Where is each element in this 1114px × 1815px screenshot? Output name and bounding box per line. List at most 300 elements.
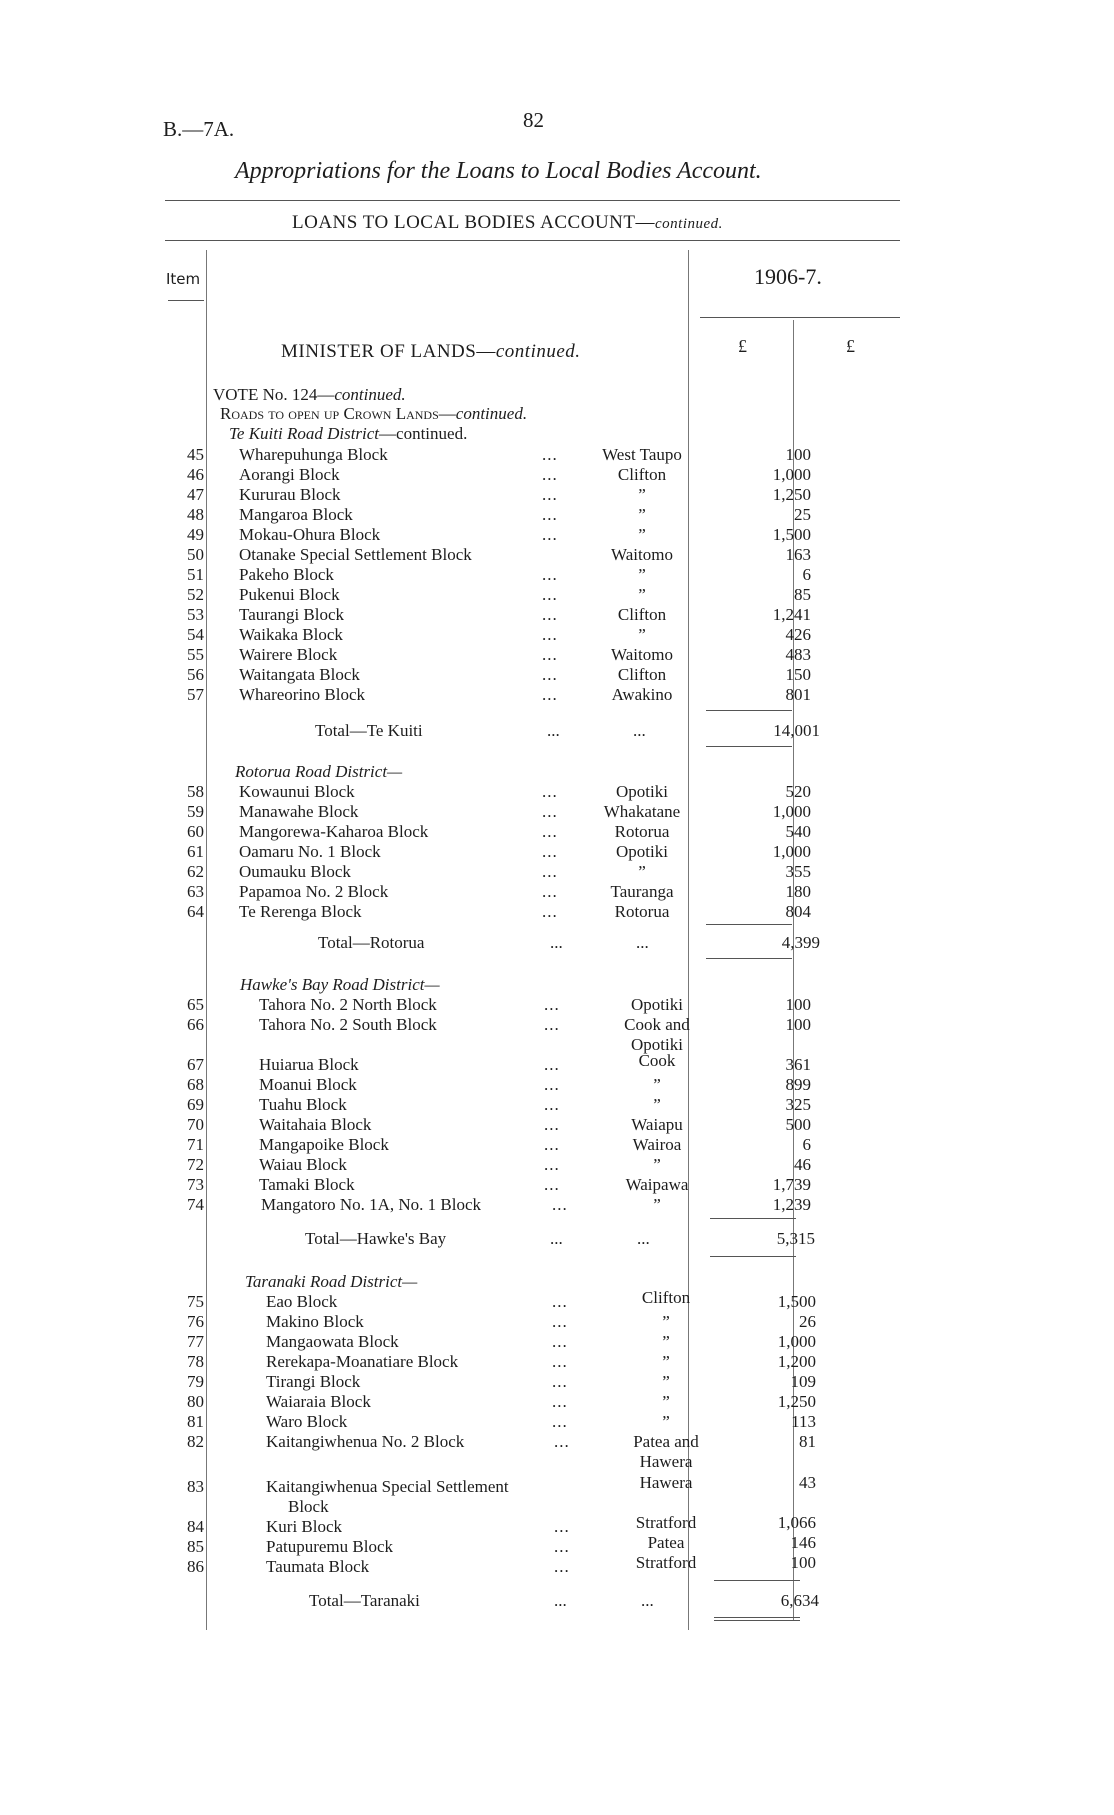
block-name: Waiau Block bbox=[259, 1155, 347, 1174]
leader-dots: ... bbox=[641, 1591, 654, 1610]
amount: 426 bbox=[785, 625, 811, 644]
amount: 1,000 bbox=[772, 842, 811, 861]
amount: 46 bbox=[794, 1155, 811, 1174]
county-name: Rotorua bbox=[614, 822, 670, 841]
county-name: Tauranga bbox=[610, 882, 674, 901]
amount: 26 bbox=[799, 1312, 816, 1331]
table-row bbox=[164, 645, 811, 665]
minister-heading bbox=[281, 341, 581, 363]
block-name: Kuri Block bbox=[266, 1517, 343, 1536]
leader-dots: ... bbox=[544, 1075, 560, 1094]
page-title: Appropriations for the Loans to Local Bodies Account. bbox=[235, 158, 762, 184]
total-rule bbox=[706, 746, 792, 747]
item-number: 77 bbox=[187, 1332, 204, 1351]
item-number: 65 bbox=[187, 995, 204, 1014]
leader-dots: ... bbox=[544, 1015, 560, 1034]
item-number: 63 bbox=[187, 882, 204, 901]
section-heading-name: Te Kuiti Road District bbox=[229, 424, 380, 443]
amount: 146 bbox=[790, 1533, 816, 1552]
leader-dots: ... bbox=[542, 605, 558, 624]
item-number: 54 bbox=[187, 625, 204, 644]
item-number: 59 bbox=[187, 802, 204, 821]
table-row bbox=[164, 1332, 816, 1352]
subtotal-rule bbox=[714, 1580, 800, 1581]
amount: 150 bbox=[785, 665, 811, 684]
leader-dots: ... bbox=[542, 902, 558, 921]
county-name: Cook and bbox=[624, 1015, 690, 1034]
county-name: Waipawa bbox=[625, 1175, 689, 1194]
block-name: Kururau Block bbox=[239, 485, 341, 504]
leader-dots: ... bbox=[554, 1557, 570, 1576]
block-name: Tirangi Block bbox=[266, 1372, 361, 1391]
county-name: ” bbox=[638, 625, 646, 644]
block-name: Makino Block bbox=[266, 1312, 364, 1331]
table-row bbox=[164, 565, 811, 585]
table-row bbox=[164, 842, 811, 862]
leader-dots: ... bbox=[552, 1312, 568, 1331]
leader-dots: ... bbox=[554, 1432, 570, 1451]
table-row bbox=[164, 1473, 816, 1517]
table-row bbox=[164, 1075, 811, 1095]
county-name: ” bbox=[653, 1095, 661, 1114]
leader-dots: ... bbox=[552, 1332, 568, 1351]
vote-heading-continued: continued. bbox=[334, 385, 406, 404]
section-total bbox=[315, 720, 820, 742]
block-name: Mangaroa Block bbox=[239, 505, 353, 524]
table-row bbox=[164, 665, 811, 685]
amount: 801 bbox=[785, 685, 811, 704]
account-subtitle-continued: continued. bbox=[655, 216, 723, 232]
account-subtitle-main: LOANS TO LOCAL BODIES ACCOUNT— bbox=[292, 212, 656, 233]
item-number: 48 bbox=[187, 505, 204, 524]
leader-dots: ... bbox=[544, 995, 560, 1014]
table-row bbox=[164, 1015, 811, 1055]
leader-dots: ... bbox=[550, 1229, 563, 1248]
roads-heading-main: Roads to open up Crown Lands— bbox=[220, 404, 456, 423]
table-row bbox=[164, 1352, 816, 1372]
block-name: Mangaowata Block bbox=[266, 1332, 399, 1351]
county-name: Cook bbox=[638, 1051, 676, 1070]
total-label: Total—Hawke's Bay bbox=[305, 1229, 447, 1248]
amount: 1,500 bbox=[777, 1292, 816, 1311]
currency-symbol-column-2: £ bbox=[846, 336, 855, 356]
year-header: 1906-7. bbox=[754, 264, 822, 289]
item-number: 60 bbox=[187, 822, 204, 841]
amount: 85 bbox=[794, 585, 811, 604]
roads-heading-continued: continued. bbox=[455, 404, 528, 423]
leader-dots: ... bbox=[542, 585, 558, 604]
year-header-underline bbox=[700, 317, 900, 318]
amount: 1,250 bbox=[772, 485, 811, 504]
block-name: Mokau-Ohura Block bbox=[239, 525, 381, 544]
subtotal-rule bbox=[706, 710, 792, 711]
table-row bbox=[164, 1115, 811, 1135]
leader-dots: ... bbox=[552, 1292, 568, 1311]
county-name: ” bbox=[662, 1312, 670, 1331]
county-name: Waitomo bbox=[611, 645, 673, 664]
leader-dots: ... bbox=[542, 445, 558, 464]
item-number: 84 bbox=[187, 1517, 204, 1536]
table-row bbox=[164, 1412, 816, 1432]
section-total bbox=[309, 1590, 819, 1612]
leader-dots: ... bbox=[554, 1517, 570, 1536]
amount: 540 bbox=[785, 822, 811, 841]
amount: 1,066 bbox=[777, 1513, 816, 1532]
block-name: Patupuremu Block bbox=[266, 1537, 394, 1556]
leader-dots: ... bbox=[542, 685, 558, 704]
leader-dots: ... bbox=[542, 645, 558, 664]
item-number: 56 bbox=[187, 665, 204, 684]
amount: 500 bbox=[785, 1115, 811, 1134]
item-number: 62 bbox=[187, 862, 204, 881]
table-row bbox=[164, 585, 811, 605]
document-reference: B.—7A. bbox=[163, 117, 235, 141]
county-name: ” bbox=[662, 1372, 670, 1391]
county-name: Opotiki bbox=[631, 995, 683, 1014]
leader-dots: ... bbox=[542, 625, 558, 644]
table-row bbox=[164, 445, 811, 465]
leader-dots: ... bbox=[542, 485, 558, 504]
leader-dots: ... bbox=[550, 933, 563, 952]
amount: 1,200 bbox=[777, 1352, 816, 1371]
item-number: 85 bbox=[187, 1537, 204, 1556]
amount: 1,239 bbox=[772, 1195, 811, 1214]
total-label: Total—Taranaki bbox=[309, 1591, 420, 1610]
section-heading-suffix: —continued. bbox=[379, 424, 468, 443]
table-row bbox=[164, 1095, 811, 1115]
amount: 100 bbox=[785, 1015, 811, 1034]
item-number: 69 bbox=[187, 1095, 204, 1114]
leader-dots: ... bbox=[542, 525, 558, 544]
block-name: Rerekapa-Moanatiare Block bbox=[266, 1352, 459, 1371]
item-number: 52 bbox=[187, 585, 204, 604]
county-name: ” bbox=[638, 862, 646, 881]
block-name: Waitangata Block bbox=[239, 665, 360, 684]
block-name: Tahora No. 2 North Block bbox=[259, 995, 437, 1014]
table-row bbox=[164, 625, 811, 645]
county-name: Opotiki bbox=[616, 842, 668, 861]
table-row bbox=[164, 1155, 811, 1175]
section-total bbox=[318, 932, 820, 954]
county-name: ” bbox=[638, 525, 646, 544]
roads-heading bbox=[220, 404, 527, 424]
leader-dots: ... bbox=[637, 1229, 650, 1248]
table-row bbox=[164, 525, 811, 545]
amount: 6 bbox=[802, 565, 811, 584]
table-row bbox=[164, 1392, 816, 1412]
section-heading: Taranaki Road District— bbox=[245, 1272, 418, 1291]
subtotal-rule bbox=[710, 1218, 796, 1219]
item-number: 75 bbox=[187, 1292, 204, 1311]
table-row bbox=[164, 902, 811, 922]
leader-dots: ... bbox=[547, 721, 560, 740]
leader-dots: ... bbox=[544, 1055, 560, 1074]
block-name: Kaitangiwhenua No. 2 Block bbox=[266, 1432, 465, 1451]
vote-heading bbox=[213, 385, 406, 405]
block-name: Pakeho Block bbox=[239, 565, 334, 584]
table-row bbox=[164, 1432, 816, 1472]
section-heading: Hawke's Bay Road District— bbox=[240, 975, 440, 994]
amount: 25 bbox=[794, 505, 811, 524]
leader-dots: ... bbox=[552, 1412, 568, 1431]
item-number: 61 bbox=[187, 842, 204, 861]
amount: 520 bbox=[785, 782, 811, 801]
leader-dots: ... bbox=[552, 1352, 568, 1371]
item-number: 58 bbox=[187, 782, 204, 801]
county-name: Opotiki bbox=[616, 782, 668, 801]
block-name: Tahora No. 2 South Block bbox=[259, 1015, 437, 1034]
item-number: 78 bbox=[187, 1352, 204, 1371]
leader-dots: ... bbox=[552, 1195, 568, 1214]
leader-dots: ... bbox=[542, 842, 558, 861]
block-name: Aorangi Block bbox=[239, 465, 340, 484]
item-number: 73 bbox=[187, 1175, 204, 1194]
block-name: Moanui Block bbox=[259, 1075, 357, 1094]
item-number: 80 bbox=[187, 1392, 204, 1411]
leader-dots: ... bbox=[542, 822, 558, 841]
table-row bbox=[164, 1553, 816, 1577]
item-header-underline bbox=[168, 300, 204, 301]
county-name: ” bbox=[653, 1075, 661, 1094]
table-row bbox=[164, 995, 811, 1015]
block-name: Waikaka Block bbox=[239, 625, 343, 644]
table-row bbox=[164, 505, 811, 525]
currency-symbol-column-1: £ bbox=[738, 336, 747, 356]
item-number: 82 bbox=[187, 1432, 204, 1451]
block-name: Wharepuhunga Block bbox=[239, 445, 388, 464]
block-name: Oamaru No. 1 Block bbox=[239, 842, 381, 861]
table-row bbox=[164, 605, 811, 625]
amount: 1,000 bbox=[772, 465, 811, 484]
table-row bbox=[164, 485, 811, 505]
block-name: Waitahaia Block bbox=[259, 1115, 372, 1134]
leader-dots: ... bbox=[554, 1537, 570, 1556]
table-row bbox=[164, 545, 811, 565]
minister-heading-continued: continued. bbox=[495, 341, 581, 362]
county-name: Awakino bbox=[611, 685, 673, 704]
section-heading bbox=[229, 424, 467, 444]
block-name: Manawahe Block bbox=[239, 802, 359, 821]
amount: 109 bbox=[790, 1372, 816, 1391]
item-number: 57 bbox=[187, 685, 204, 704]
item-number: 45 bbox=[187, 445, 204, 464]
county-name: ” bbox=[638, 585, 646, 604]
county-name: Stratford bbox=[635, 1553, 697, 1572]
block-name: Tamaki Block bbox=[259, 1175, 355, 1194]
table-row bbox=[164, 802, 811, 822]
block-name: Waro Block bbox=[266, 1412, 348, 1431]
leader-dots: ... bbox=[544, 1095, 560, 1114]
leader-dots: ... bbox=[542, 802, 558, 821]
block-name: Huiarua Block bbox=[259, 1055, 359, 1074]
item-number: 68 bbox=[187, 1075, 204, 1094]
county-name: Whakatane bbox=[603, 802, 681, 821]
item-number: 81 bbox=[187, 1412, 204, 1431]
leader-dots: ... bbox=[542, 505, 558, 524]
county-name-continued: Opotiki bbox=[631, 1035, 683, 1054]
leader-dots: ... bbox=[544, 1175, 560, 1194]
item-number: 76 bbox=[187, 1312, 204, 1331]
block-name: Otanake Special Settlement Block bbox=[239, 545, 472, 564]
amount: 899 bbox=[785, 1075, 811, 1094]
amount: 355 bbox=[785, 862, 811, 881]
minister-heading-main: MINISTER OF LANDS— bbox=[281, 341, 496, 362]
total-label: Total—Te Kuiti bbox=[315, 721, 423, 740]
total-rule bbox=[714, 1617, 800, 1618]
block-name: Pukenui Block bbox=[239, 585, 340, 604]
item-column-header: Item bbox=[166, 270, 201, 288]
table-row bbox=[164, 862, 811, 882]
amount: 180 bbox=[785, 882, 811, 901]
item-number: 67 bbox=[187, 1055, 204, 1074]
vote-heading-main: VOTE No. 124— bbox=[213, 385, 335, 404]
total-rule bbox=[710, 1256, 796, 1257]
amount: 100 bbox=[790, 1553, 816, 1572]
block-name: Mangapoike Block bbox=[259, 1135, 389, 1154]
item-number: 66 bbox=[187, 1015, 204, 1034]
block-name: Papamoa No. 2 Block bbox=[239, 882, 389, 901]
amount: 163 bbox=[785, 545, 811, 564]
block-name: Whareorino Block bbox=[239, 685, 366, 704]
table-row bbox=[164, 882, 811, 902]
table-row bbox=[164, 822, 811, 842]
block-name: Eao Block bbox=[266, 1292, 338, 1311]
item-number: 86 bbox=[187, 1557, 204, 1576]
item-number: 50 bbox=[187, 545, 204, 564]
block-name: Taurangi Block bbox=[239, 605, 345, 624]
leader-dots: ... bbox=[542, 882, 558, 901]
county-name: Clifton bbox=[617, 605, 667, 624]
leader-dots: ... bbox=[544, 1135, 560, 1154]
amount: 804 bbox=[785, 902, 811, 921]
county-name: ” bbox=[662, 1332, 670, 1351]
block-name: Kaitangiwhenua Special Settlement bbox=[266, 1477, 509, 1496]
item-number: 74 bbox=[187, 1195, 204, 1214]
amount: 1,500 bbox=[772, 525, 811, 544]
amount: 1,000 bbox=[772, 802, 811, 821]
county-name: Rotorua bbox=[614, 902, 670, 921]
block-name: Kowaunui Block bbox=[239, 782, 355, 801]
amount: 100 bbox=[785, 445, 811, 464]
block-name: Mangatoro No. 1A, No. 1 Block bbox=[261, 1195, 482, 1214]
table-row bbox=[164, 685, 811, 705]
table-row bbox=[164, 1288, 816, 1312]
table-row bbox=[164, 465, 811, 485]
item-number: 55 bbox=[187, 645, 204, 664]
leader-dots: ... bbox=[554, 1591, 567, 1610]
amount: 483 bbox=[785, 645, 811, 664]
county-name: ” bbox=[662, 1392, 670, 1411]
table-row bbox=[164, 1135, 811, 1155]
county-name: Waiapu bbox=[631, 1115, 683, 1134]
item-number: 51 bbox=[187, 565, 204, 584]
county-name: Waitomo bbox=[611, 545, 673, 564]
total-amount: 4,399 bbox=[781, 933, 820, 952]
leader-dots: ... bbox=[633, 721, 646, 740]
amount: 1,241 bbox=[772, 605, 811, 624]
county-name: ” bbox=[638, 565, 646, 584]
table-row bbox=[164, 1195, 811, 1215]
table-top-rule bbox=[165, 240, 900, 241]
section-heading: Rotorua Road District— bbox=[235, 762, 403, 781]
title-rule bbox=[165, 200, 900, 201]
total-amount: 14,001 bbox=[773, 721, 820, 740]
item-number: 83 bbox=[187, 1477, 204, 1496]
county-name: Patea and bbox=[633, 1432, 699, 1451]
county-name-continued: Hawera bbox=[639, 1452, 693, 1471]
table-row bbox=[164, 782, 811, 802]
leader-dots: ... bbox=[542, 782, 558, 801]
item-number: 47 bbox=[187, 485, 204, 504]
table-row bbox=[164, 1051, 811, 1075]
county-name: ” bbox=[638, 485, 646, 504]
block-name: Taumata Block bbox=[266, 1557, 370, 1576]
leader-dots: ... bbox=[544, 1115, 560, 1134]
amount: 1,250 bbox=[777, 1392, 816, 1411]
block-name: Waiaraia Block bbox=[266, 1392, 371, 1411]
leader-dots: ... bbox=[544, 1155, 560, 1174]
total-amount: 6,634 bbox=[780, 1591, 819, 1610]
table-row bbox=[164, 1372, 816, 1392]
county-name: Clifton bbox=[641, 1288, 691, 1307]
leader-dots: ... bbox=[542, 862, 558, 881]
account-subtitle bbox=[292, 212, 723, 234]
county-name: ” bbox=[662, 1352, 670, 1371]
county-name: ” bbox=[638, 505, 646, 524]
item-number: 79 bbox=[187, 1372, 204, 1391]
county-name: West Taupo bbox=[602, 445, 682, 464]
amount: 81 bbox=[799, 1432, 816, 1451]
county-name: Patea bbox=[647, 1533, 685, 1552]
amount: 113 bbox=[791, 1412, 816, 1431]
amount: 325 bbox=[785, 1095, 811, 1114]
amount: 1,739 bbox=[772, 1175, 811, 1194]
block-name: Te Rerenga Block bbox=[239, 902, 362, 921]
item-number: 53 bbox=[187, 605, 204, 624]
item-number: 64 bbox=[187, 902, 204, 921]
leader-dots: ... bbox=[542, 565, 558, 584]
county-name: ” bbox=[653, 1155, 661, 1174]
block-name: Wairere Block bbox=[239, 645, 338, 664]
county-name: Clifton bbox=[617, 665, 667, 684]
amount: 1,000 bbox=[777, 1332, 816, 1351]
block-name: Oumauku Block bbox=[239, 862, 351, 881]
total-rule bbox=[706, 958, 792, 959]
subtotal-rule bbox=[706, 924, 792, 925]
item-number: 70 bbox=[187, 1115, 204, 1134]
page-number: 82 bbox=[523, 108, 544, 132]
total-rule-double bbox=[714, 1620, 800, 1621]
amount: 6 bbox=[802, 1135, 811, 1154]
block-name: Mangorewa-Kaharoa Block bbox=[239, 822, 429, 841]
county-name: Hawera bbox=[639, 1473, 693, 1492]
item-number: 71 bbox=[187, 1135, 204, 1154]
leader-dots: ... bbox=[552, 1372, 568, 1391]
leader-dots: ... bbox=[636, 933, 649, 952]
amount: 43 bbox=[799, 1473, 816, 1492]
amount: 361 bbox=[785, 1055, 811, 1074]
table-row bbox=[164, 1175, 811, 1195]
item-number: 46 bbox=[187, 465, 204, 484]
total-label: Total—Rotorua bbox=[318, 933, 425, 952]
total-amount: 5,315 bbox=[776, 1229, 815, 1248]
county-name: Wairoa bbox=[632, 1135, 682, 1154]
leader-dots: ... bbox=[542, 465, 558, 484]
county-name: ” bbox=[662, 1412, 670, 1431]
county-name: ” bbox=[653, 1195, 661, 1214]
table-row bbox=[164, 1312, 816, 1332]
county-name: Clifton bbox=[617, 465, 667, 484]
